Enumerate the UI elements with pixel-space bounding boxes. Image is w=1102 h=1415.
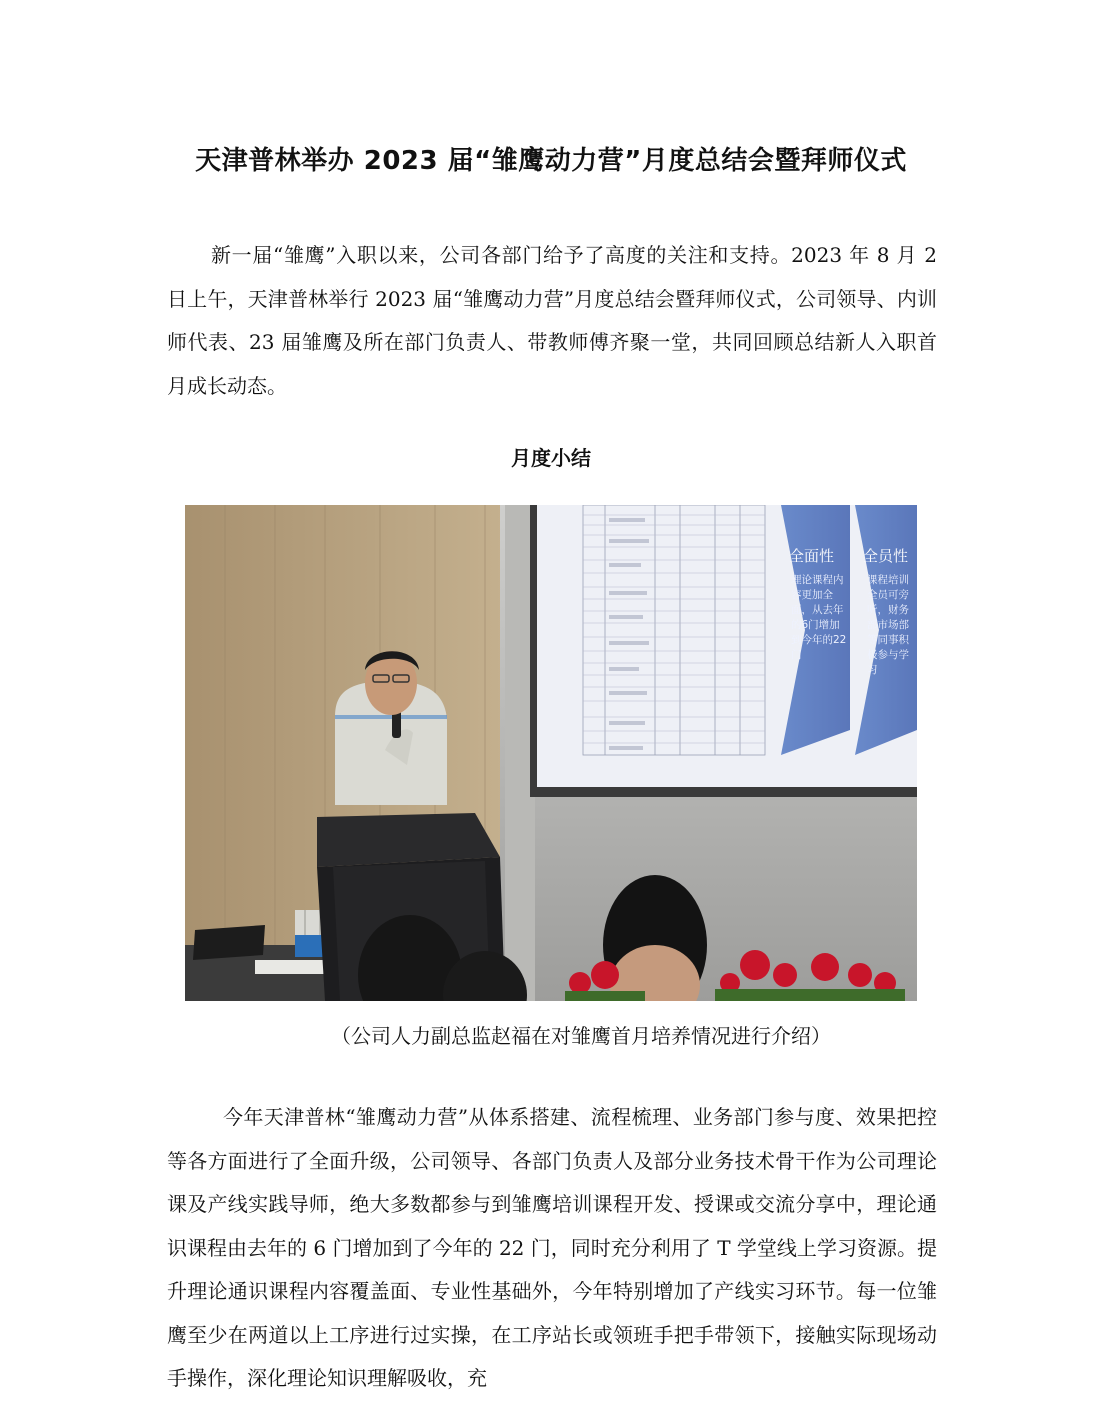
slide-bullet-2-box [867,573,917,693]
section-heading: 月度小结 [511,446,591,470]
event-photo [185,505,917,1001]
slide-bullet-1-box [791,573,847,693]
photo-caption: （公司人力副总监赵福在对雏鹰首月培养情况进行介绍） [331,1024,831,1048]
article-title: 天津普林举办 2023 届“雏鹰动力营”月度总结会暨拜师仪式 [195,146,907,176]
slide-heading-1: 全面性 [789,547,835,565]
slide-bullet-2: 课程培训全员可旁听，财务部市场部等同事积极参与学习 [867,574,909,676]
slide-heading-2: 全员性 [863,547,909,565]
slide-bullet-1: 理论课程内容更加全面，从去年的6门增加到今年的22门 [791,574,847,661]
intro-paragraph: 新一届“雏鹰”入职以来，公司各部门给予了高度的关注和支持。2023 年 8 月 2 日上午，天津普林举行 2023 届“雏鹰动力营”月度总结会暨拜师仪式，公司领导、内训师代表、23 届雏鹰及所在部门负责人、带教师傅齐聚一堂，共同回顾总结新人入职首月成长动态。 [167,243,937,398]
body-paragraph: 今年天津普林“雏鹰动力营”从体系搭建、流程梳理、业务部门参与度、效果把控等各方面进行了全面升级，公司领导、各部门负责人及部分业务技术骨干作为公司理论课及产线实践导师，绝大多数都参与到雏鹰培训课程开发、授课或交流分享中，理论通识课程由去年的 6 门增加到了今年的 22 门，同时充分利用了 T 学堂线上学习资源。提升理论通识课程内容覆盖面、专业性基础外，今年特别增加了产线实习环节。每一位雏鹰至少在两道以上工序进行过实操，在工序站长或领班手把手带领下，接触实际现场动手操作，深化理论知识理解吸收，充 [167,1105,937,1390]
